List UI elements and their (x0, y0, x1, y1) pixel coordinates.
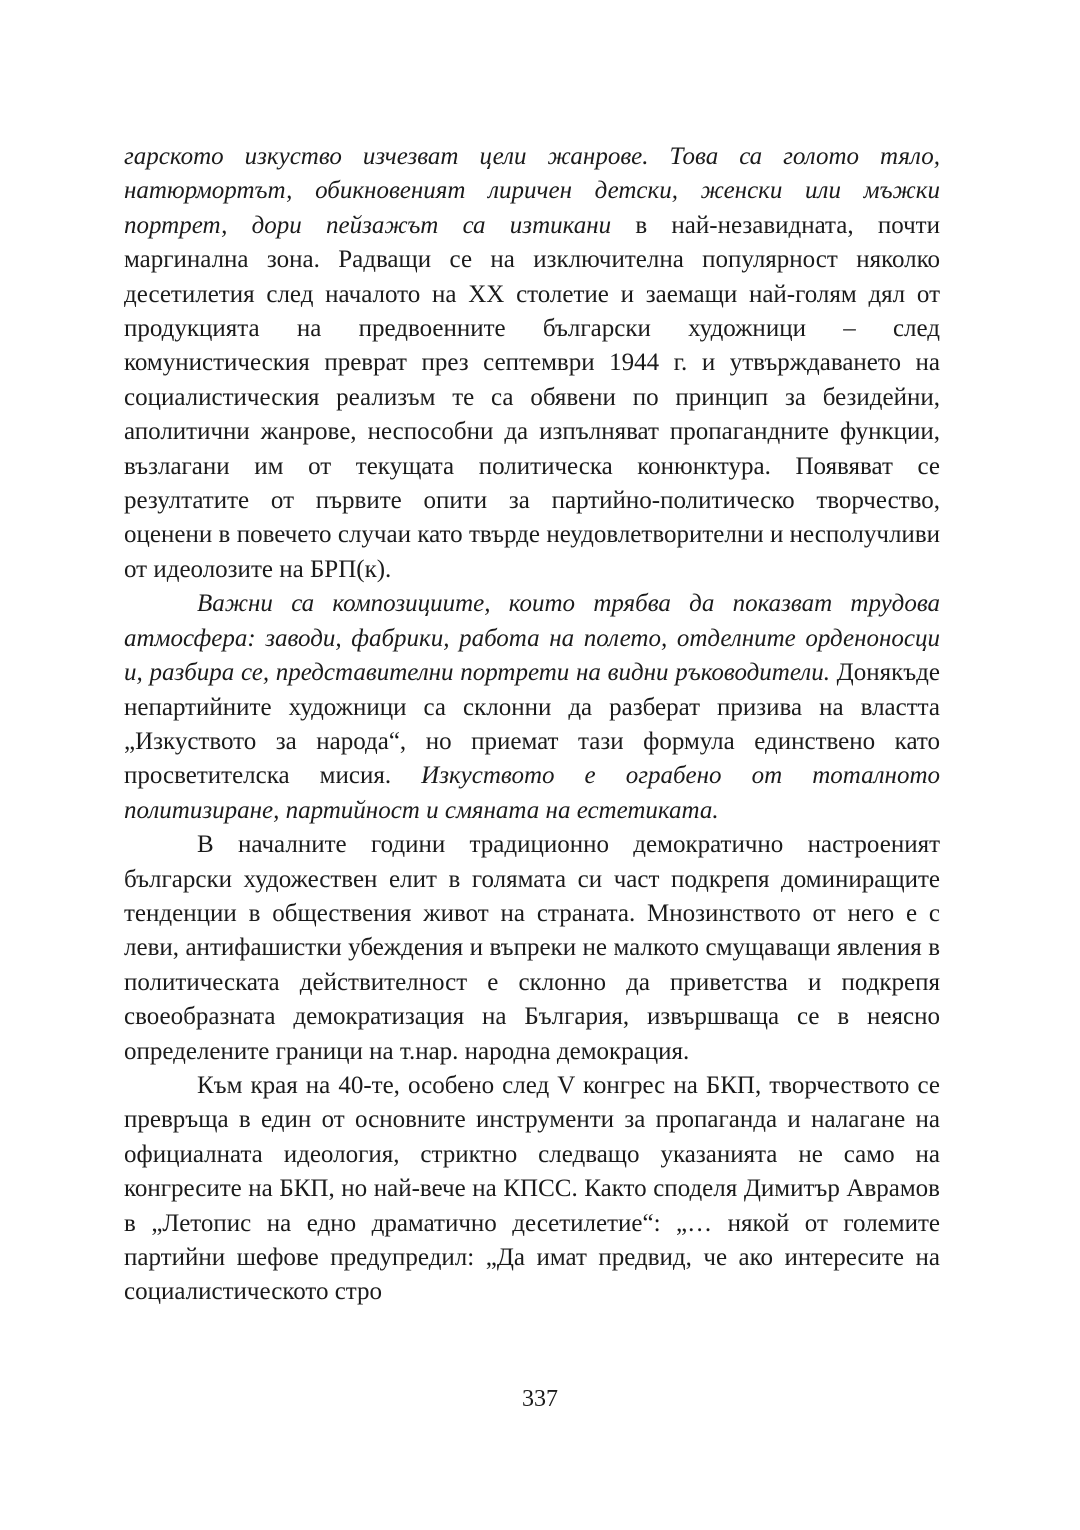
text-run: Към края на 40-те, особено след V конгрес на БКП, творчеството се превръща в един от основните инструменти за пропаганда и налагане на официалната идеология, стриктно следващо указанията не само на конгресите на БКП, но най-вече на КПСС. Както споделя Димитър Аврамов в „Летопис на едно драматично десетилетие“: „… някой от големите партийни шефове предупредил: „Да имат предвид, че ако интересите на социалистическото стро (124, 1071, 940, 1306)
text-run: в най-незавидната, почти маргинална зона. Радващи се на изключителна популярност няколко десетилетия след началото на XX столетие и заемащи най-голям дял от продукцията на предвоенните български художници – след комунистическия преврат през септември 1944 г. и утвърждаването на социалистическия реализъм те са обявени по принцип за безидейни, аполитични жанрове, неспособни да изпълняват пропагандните функции, възлагани им от текущата политическа конюнктура. Появяват се резултатите от първите опити за партийно-политическо творчество, оценени в повечето случаи като твърде неудовлетворителни и несполучливи от идеолозите на БРП(к). (124, 211, 940, 583)
page-number: 337 (522, 1386, 558, 1412)
paragraph-1 (124, 140, 940, 587)
body-text (124, 140, 940, 1310)
text-run: Донякъде непартийните художници са склонни да разберат призива на властта „Изкуството за народа“, но приемат тази формула единствено като просветителска мисия. (124, 659, 940, 790)
italic-run: Изкуството е ограбено от тоталното политизиране, партийност и смяната на естетиката. (124, 762, 940, 824)
text-run: В началните години традиционно демократично настроеният български художествен елит в голямата си част подкрепя доминиращите тенденции в обществения живот на страната. Мнозинството от него е с леви, антифашистки убеждения и въпреки не малкото смущаващи явления в политическата действителност е склонно да приветства и подкрепя своеобразната демократизация на България, извършваща се в неясно определените граници на т.нар. народна демокрация. (124, 831, 940, 1065)
paragraph-4 (124, 1069, 940, 1310)
italic-run: гарското изкуство изчезват цели жанрове. Това са голото тяло, натюрмортът, обикновеният лиричен детски, женски или мъжки портрет, дори пейзажът са изтикани (124, 143, 940, 239)
paragraph-2 (124, 587, 940, 828)
paragraph-3 (124, 828, 940, 1069)
italic-run: Важни са композициите, които трябва да показват трудова атмосфера: заводи, фабрики, работа на полето, отделните орденоносци и, разбира се, представителни портрети на видни ръководители. (124, 590, 940, 687)
